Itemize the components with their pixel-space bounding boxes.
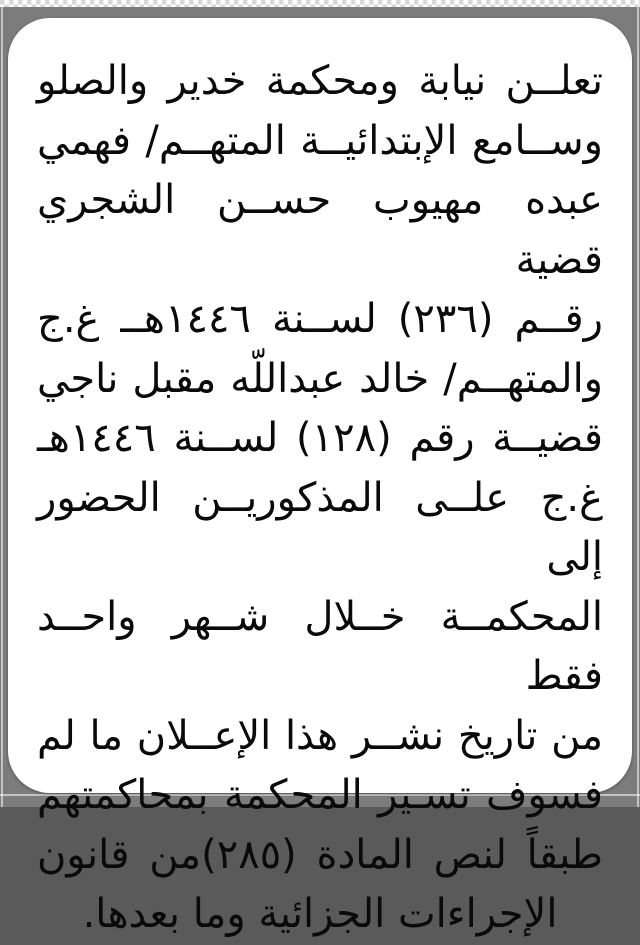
notice-line-11: طبقاً لنص المادة (٢٨٥)من قانون: [37, 831, 603, 878]
notice-line-7: غ.ج علــى المذكوريــن الحضور إلى: [37, 474, 603, 580]
notice-line-12: الإجراءات الجزائية وما بعدها.: [82, 891, 558, 937]
notice-line-4: رقــم (٢٣٦) لســنة ١٤٤٦هــ غ.ج: [37, 296, 603, 342]
notice-line-2: وســامع الإبتدائيــة المتهــم/ فهمي: [37, 117, 603, 164]
scan-dither-strip: [0, 0, 640, 7]
scan-edge-right: [637, 7, 639, 807]
notice-line-6: قضيــة رقم (١٢٨) لســنة ١٤٤٦هـ: [37, 415, 604, 461]
scan-edge-left: [1, 7, 3, 807]
notice-line-10: فسوف تسـير المحكمة بمحاكمتهم: [37, 772, 603, 818]
notice-line-8: المحكمــة خــلال شــهر واحــد فقط: [37, 593, 603, 699]
notice-line-9: من تاريخ نشــر هذا الإعــلان ما لم: [37, 712, 603, 759]
notice-text-block: [37, 52, 603, 945]
notice-line-5: والمتهــم/ خالد عبداللّه مقبل ناجي: [37, 355, 603, 402]
notice-line-1: تعلــن نيابة ومحكمة خدير والصلو: [37, 58, 603, 104]
notice-line-3: عبده مهيوب حســن الشجري قضية: [37, 177, 603, 283]
notice-card: [8, 18, 632, 937]
